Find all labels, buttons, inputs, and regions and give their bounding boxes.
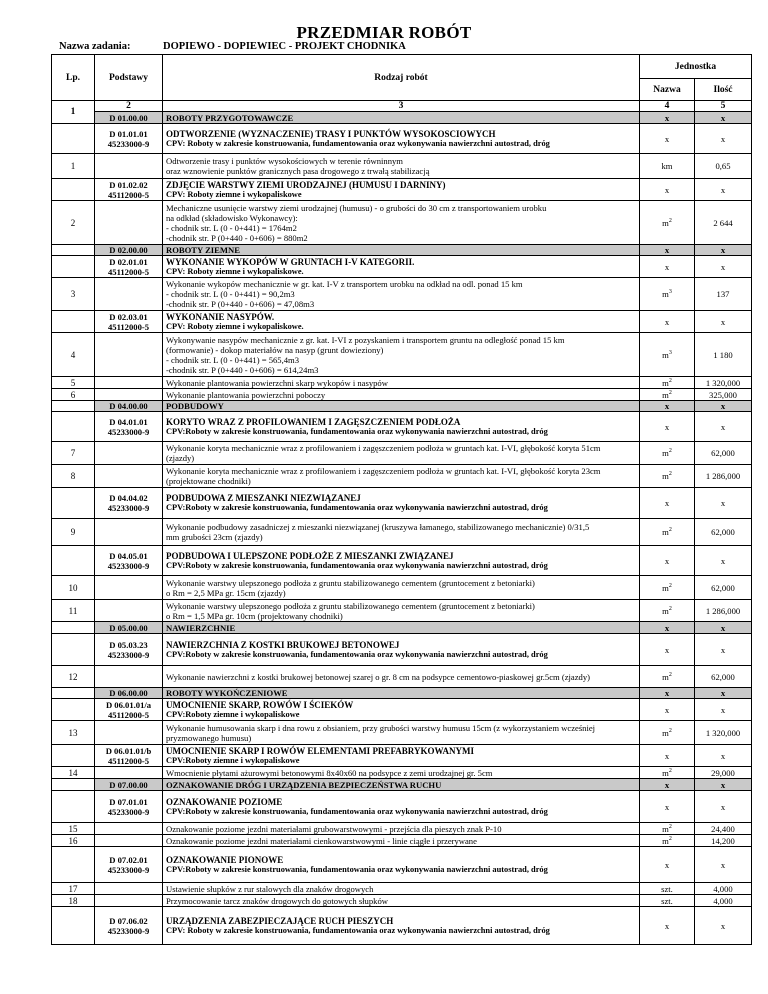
row-code: D 04.05.01 45233000-9 (95, 546, 163, 576)
header-nazwa: Nazwa (640, 79, 695, 101)
item-row (52, 721, 752, 745)
row-lp: 9 (52, 519, 95, 546)
row-description: Odtworzenie trasy i punktów wysokościowych w terenie równinnym oraz wznowienie punktów granicznych pasa drogowego z trwałą stabilizacją (163, 154, 640, 179)
row-lp: 8 (52, 465, 95, 488)
row-code: D 05.03.23 45233000-9 (95, 634, 163, 666)
row-description: Wykonanie humusowania skarp i dna rowu z obsianiem, przy grubości warstwy humusu 15cm (z wykorzystaniem wcześniej pryzmowanego humusu) (163, 721, 640, 745)
row-quantity: 62,000 (695, 576, 752, 600)
row-code: D 01.02.02 45112000-5 (95, 179, 163, 201)
row-description: ROBOTY WYKOŃCZENIOWE (163, 688, 640, 699)
row-code: D 07.02.01 45233000-9 (95, 847, 163, 883)
row-quantity: x (695, 634, 752, 666)
row-lp: 10 (52, 576, 95, 600)
row-description: ZDJĘCIE WARSTWY ZIEMI URODZAJNEJ (HUMUSU I DARNINY) CPV: Roboty ziemne i wykopaliskowe (163, 179, 640, 201)
row-quantity: 137 (695, 278, 752, 311)
subsection-row (52, 699, 752, 721)
header-num-3: 3 (163, 101, 640, 112)
row-quantity: x (695, 488, 752, 519)
row-unit: x (640, 791, 695, 823)
row-unit: x (640, 907, 695, 945)
header-ilosc: Ilość (695, 79, 752, 101)
row-description: Wykonanie plantowania powierzchni poboczy (163, 389, 640, 401)
row-description: Mechaniczne usunięcie warstwy ziemi urodzajnej (humusu) - o grubości do 30 cm z transportowaniem urobku na odkład (składowisko Wykonawcy): - chodnik str. L (0 - 0+441) = 1764m2 -chodnik str. P (0+440 - 0+606) = 880m2 (163, 201, 640, 245)
row-unit: $m^2$ (640, 389, 695, 401)
row-quantity: 62,000 (695, 666, 752, 688)
row-quantity: 1 180 (695, 333, 752, 377)
item-row (52, 519, 752, 546)
row-quantity: 24,400 (695, 823, 752, 835)
row-code: D 07.00.00 (95, 779, 163, 791)
row-description: Oznakowanie poziome jezdni materiałami cienkowarstwowymi - linie ciągłe i przerywane (163, 835, 640, 847)
row-description: OZNAKOWANIE PIONOWE CPV:Roboty w zakresie konstruowania, fundamentowania oraz wykonywania nawierzchni autostrad, dróg (163, 847, 640, 883)
row-unit: $m^2$ (640, 576, 695, 600)
row-unit: x (640, 699, 695, 721)
row-description: Wykonanie koryta mechanicznie wraz z profilowaniem i zagęszczeniem podłoża w gruntach kat. I-VI, głębokość koryta 51cm (zjazdy) (163, 442, 640, 465)
row-description: Oznakowanie poziome jezdni materiałami grubowarstwowymi - przejścia dla pieszych znak P-10 (163, 823, 640, 835)
item-row (52, 201, 752, 245)
row-quantity: x (695, 745, 752, 767)
row-unit: km (640, 154, 695, 179)
item-row (52, 895, 752, 907)
row-description: Wykonanie plantowania powierzchni skarp wykopów i nasypów (163, 377, 640, 389)
row-code: D 04.00.00 (95, 401, 163, 412)
row-quantity: x (695, 179, 752, 201)
header-rodzaj-robot: Rodzaj robót (163, 55, 640, 101)
subsection-row (52, 745, 752, 767)
row-lp: 18 (52, 895, 95, 907)
row-lp: 5 (52, 377, 95, 389)
row-description: OZNAKOWANIE POZIOME CPV:Roboty w zakresie konstruowania, fundamentowania oraz wykonywania nawierzchni autostrad, dróg (163, 791, 640, 823)
subsection-row (52, 634, 752, 666)
row-quantity: 1 286,000 (695, 600, 752, 622)
row-description: Wykonanie nawierzchni z kostki brukowej betonowej szarej o gr. 8 cm na podsypce cementowo-piaskowej gr.5cm (zjazdy) (163, 666, 640, 688)
row-unit: x (640, 124, 695, 154)
header-podstawy: Podstawy (95, 55, 163, 101)
row-unit: $m^2$ (640, 767, 695, 779)
row-unit: x (640, 688, 695, 699)
task-value: DOPIEWO - DOPIEWIEC - PROJEKT CHODNIKA (163, 41, 406, 52)
row-quantity: x (695, 256, 752, 278)
row-unit: $m^2$ (640, 835, 695, 847)
row-quantity: 2 644 (695, 201, 752, 245)
row-quantity: 29,000 (695, 767, 752, 779)
row-description: KORYTO WRAZ Z PROFILOWANIEM I ZAGĘSZCZENIEM PODŁOŻA CPV:Roboty w zakresie konstruowania, fundamentowania oraz wykonywania nawierzchni autostrad, dróg (163, 412, 640, 442)
header-row (52, 55, 752, 79)
row-lp: 6 (52, 389, 95, 401)
row-unit: x (640, 112, 695, 124)
row-quantity: x (695, 401, 752, 412)
row-code: D 04.04.02 45233000-9 (95, 488, 163, 519)
item-row (52, 600, 752, 622)
row-code: D 02.00.00 (95, 245, 163, 256)
row-unit: $m^2$ (640, 721, 695, 745)
header-lp: Lp. (52, 55, 95, 101)
row-description: OZNAKOWANIE DRÓG I URZĄDZENIA BEZPIECZEŃSTWA RUCHU (163, 779, 640, 791)
row-unit: $m^2$ (640, 600, 695, 622)
row-description: Przymocowanie tarcz znaków drogowych do gotowych słupków (163, 895, 640, 907)
row-description: ROBOTY PRZYGOTOWAWCZE (163, 112, 640, 124)
subsection-row (52, 256, 752, 278)
row-unit: $m^2$ (640, 465, 695, 488)
row-code: D 06.00.00 (95, 688, 163, 699)
section-row (52, 401, 752, 412)
row-quantity: x (695, 112, 752, 124)
header-num-4: 4 (640, 101, 695, 112)
row-unit: x (640, 779, 695, 791)
row-code: D 07.01.01 45233000-9 (95, 791, 163, 823)
row-quantity: 4,000 (695, 883, 752, 895)
row-quantity: 325,000 (695, 389, 752, 401)
subsection-row (52, 488, 752, 519)
row-quantity: x (695, 245, 752, 256)
row-description: UMOCNIENIE SKARP I ROWÓW ELEMENTAMI PREFABRYKOWANYMI CPV:Roboty ziemne i wykopaliskowe (163, 745, 640, 767)
row-unit: x (640, 622, 695, 634)
row-quantity: x (695, 847, 752, 883)
row-lp: 1 (52, 154, 95, 179)
item-row (52, 767, 752, 779)
row-lp: 3 (52, 278, 95, 311)
header-num-1: 1 (52, 101, 95, 124)
row-description: PODBUDOWA Z MIESZANKI NIEZWIĄZANEJ CPV:Roboty w zakresie konstruowania, fundamentowania oraz wykonywania nawierzchni autostrad, dróg (163, 488, 640, 519)
row-unit: x (640, 546, 695, 576)
row-unit: x (640, 847, 695, 883)
item-row (52, 465, 752, 488)
row-description: WYKONANIE WYKOPÓW W GRUNTACH I-V KATEGORII. CPV: Roboty ziemne i wykopaliskowe. (163, 256, 640, 278)
row-unit: x (640, 401, 695, 412)
row-description: URZĄDZENIA ZABEZPIECZAJĄCE RUCH PIESZYCH CPV: Roboty w zakresie konstruowania, fundamentowania oraz wykonywania nawierzchni autostrad, dróg (163, 907, 640, 945)
row-quantity: 1 286,000 (695, 465, 752, 488)
row-description: Wykonanie warstwy ulepszonego podłoża z gruntu stabilizowanego cementem (gruntocement z betoniarki) o Rm = 1,5 MPa gr. 10cm (projektowany chodniki) (163, 600, 640, 622)
row-code: D 07.06.02 45233000-9 (95, 907, 163, 945)
row-code: D 06.01.01/b 45112000-5 (95, 745, 163, 767)
item-row (52, 442, 752, 465)
section-row (52, 112, 752, 124)
row-unit: $m^2$ (640, 377, 695, 389)
row-lp: 14 (52, 767, 95, 779)
row-quantity: 62,000 (695, 519, 752, 546)
row-lp: 17 (52, 883, 95, 895)
subsection-row (52, 412, 752, 442)
row-unit: $m^2$ (640, 519, 695, 546)
row-code: D 02.01.01 45112000-5 (95, 256, 163, 278)
row-description: ODTWORZENIE (WYZNACZENIE) TRASY I PUNKTÓW WYSOKOSCIOWYCH CPV: Roboty w zakresie konstruowania, fundamentowania oraz wykonywania nawierzchni autostrad, dróg (163, 124, 640, 154)
section-row (52, 779, 752, 791)
row-unit: $m^3$ (640, 278, 695, 311)
row-lp: 4 (52, 333, 95, 377)
row-unit: x (640, 256, 695, 278)
document-title: PRZEDMIAR ROBÓT (296, 23, 472, 42)
row-quantity: 62,000 (695, 442, 752, 465)
subsection-row (52, 124, 752, 154)
row-quantity: 0,65 (695, 154, 752, 179)
row-lp: 15 (52, 823, 95, 835)
row-quantity: x (695, 412, 752, 442)
subsection-row (52, 311, 752, 333)
subsection-row (52, 546, 752, 576)
item-row (52, 154, 752, 179)
row-lp: 12 (52, 666, 95, 688)
row-quantity: x (695, 779, 752, 791)
row-unit: szt. (640, 895, 695, 907)
row-unit: x (640, 179, 695, 201)
row-lp: 11 (52, 600, 95, 622)
row-lp: 2 (52, 201, 95, 245)
task-label: Nazwa zadania: (59, 41, 131, 52)
row-unit: x (640, 245, 695, 256)
row-quantity: x (695, 791, 752, 823)
row-unit: x (640, 412, 695, 442)
row-quantity: 14,200 (695, 835, 752, 847)
section-row (52, 622, 752, 634)
row-code: D 04.01.01 45233000-9 (95, 412, 163, 442)
row-unit: $m^2$ (640, 823, 695, 835)
row-quantity: x (695, 546, 752, 576)
row-description: Wykonanie warstwy ulepszonego podłoża z gruntu stabilizowanego cementem (gruntocement z betoniarki) o Rm = 2,5 MPa gr. 15cm (zjazdy) (163, 576, 640, 600)
row-description: UMOCNIENIE SKARP, ROWÓW I ŚCIEKÓW CPV:Roboty ziemne i wykopaliskowe (163, 699, 640, 721)
item-row (52, 666, 752, 688)
header-number-row (52, 101, 752, 112)
row-description: Wykonanie koryta mechanicznie wraz z profilowaniem i zagęszczeniem podłoża w gruntach kat. I-VI, głębokość koryta 23cm (projektowane chodniki) (163, 465, 640, 488)
row-description: PODBUDOWY (163, 401, 640, 412)
row-description: Wykonywanie nasypów mechanicznie z gr. kat. I-VI z pozyskaniem i transportem gruntu na odległość ponad 15 km (formowanie) - dokop materiałów na nasyp (grunt dowieziony) - chodnik str. L (0 - 0+441) = 565,4m3 -chodnik str. P (0+440 - 0+606) = 614,24m3 (163, 333, 640, 377)
row-description: PODBUDOWA I ULEPSZONE PODŁOŻE Z MIESZANKI ZWIĄZANEJ CPV:Roboty w zakresie konstruowania, fundamentowania oraz wykonywania nawierzchni autostrad, dróg (163, 546, 640, 576)
item-row (52, 377, 752, 389)
subsection-row (52, 907, 752, 945)
row-unit: $m^3$ (640, 333, 695, 377)
item-row (52, 333, 752, 377)
item-row (52, 883, 752, 895)
row-quantity: x (695, 907, 752, 945)
subsection-row (52, 791, 752, 823)
header-num-2: 2 (95, 101, 163, 112)
row-description: Wykonanie podbudowy zasadniczej z mieszanki niezwiązanej (kruszywa łamanego, stabilizowanego mechanicznie) 0/31,5 mm grubości 23cm (zjazdy) (163, 519, 640, 546)
row-lp: 13 (52, 721, 95, 745)
row-lp: 7 (52, 442, 95, 465)
row-code: D 01.00.00 (95, 112, 163, 124)
item-row (52, 823, 752, 835)
row-unit: x (640, 488, 695, 519)
row-unit: $m^2$ (640, 201, 695, 245)
row-quantity: 1 320,000 (695, 721, 752, 745)
item-row (52, 576, 752, 600)
row-quantity: x (695, 688, 752, 699)
row-code: D 02.03.01 45112000-5 (95, 311, 163, 333)
row-unit: x (640, 745, 695, 767)
item-row (52, 389, 752, 401)
row-quantity: x (695, 699, 752, 721)
row-unit: szt. (640, 883, 695, 895)
subsection-row (52, 179, 752, 201)
section-row (52, 245, 752, 256)
subsection-row (52, 847, 752, 883)
row-quantity: 1 320,000 (695, 377, 752, 389)
row-lp: 16 (52, 835, 95, 847)
row-unit: $m^2$ (640, 666, 695, 688)
header-jednostka: Jednostka (640, 55, 752, 79)
row-description: Ustawienie słupków z rur stalowych dla znaków drogowych (163, 883, 640, 895)
header-num-5: 5 (695, 101, 752, 112)
row-description: NAWIERZCHNIA Z KOSTKI BRUKOWEJ BETONOWEJ CPV:Roboty w zakresie konstruowania, fundamentowania oraz wykonywania nawierzchni autostrad, dróg (163, 634, 640, 666)
item-row (52, 835, 752, 847)
item-row (52, 278, 752, 311)
row-quantity: 4,000 (695, 895, 752, 907)
row-code: D 06.01.01/a 45112000-5 (95, 699, 163, 721)
row-description: Wykonanie wykopów mechanicznie w gr. kat. I-V z transportem urobku na odkład na odl. ponad 15 km - chodnik str. L (0 - 0+441) = 90,2m3 -chodnik str. P (0+440 - 0+606) = 47,08m3 (163, 278, 640, 311)
row-description: WYKONANIE NASYPÓW. CPV: Roboty ziemne i wykopaliskowe. (163, 311, 640, 333)
row-code: D 05.00.00 (95, 622, 163, 634)
row-description: NAWIERZCHNIE (163, 622, 640, 634)
section-row (52, 688, 752, 699)
row-unit: x (640, 634, 695, 666)
row-description: ROBOTY ZIEMNE (163, 245, 640, 256)
bill-of-quantities-table (51, 54, 752, 945)
row-unit: x (640, 311, 695, 333)
row-unit: $m^2$ (640, 442, 695, 465)
row-quantity: x (695, 622, 752, 634)
row-description: Wmocnienie płytami ażurowymi betonowymi 8x40x60 na podsypce z zemi urodzajnej gr. 5cm (163, 767, 640, 779)
row-quantity: x (695, 311, 752, 333)
row-code: D 01.01.01 45233000-9 (95, 124, 163, 154)
row-quantity: x (695, 124, 752, 154)
